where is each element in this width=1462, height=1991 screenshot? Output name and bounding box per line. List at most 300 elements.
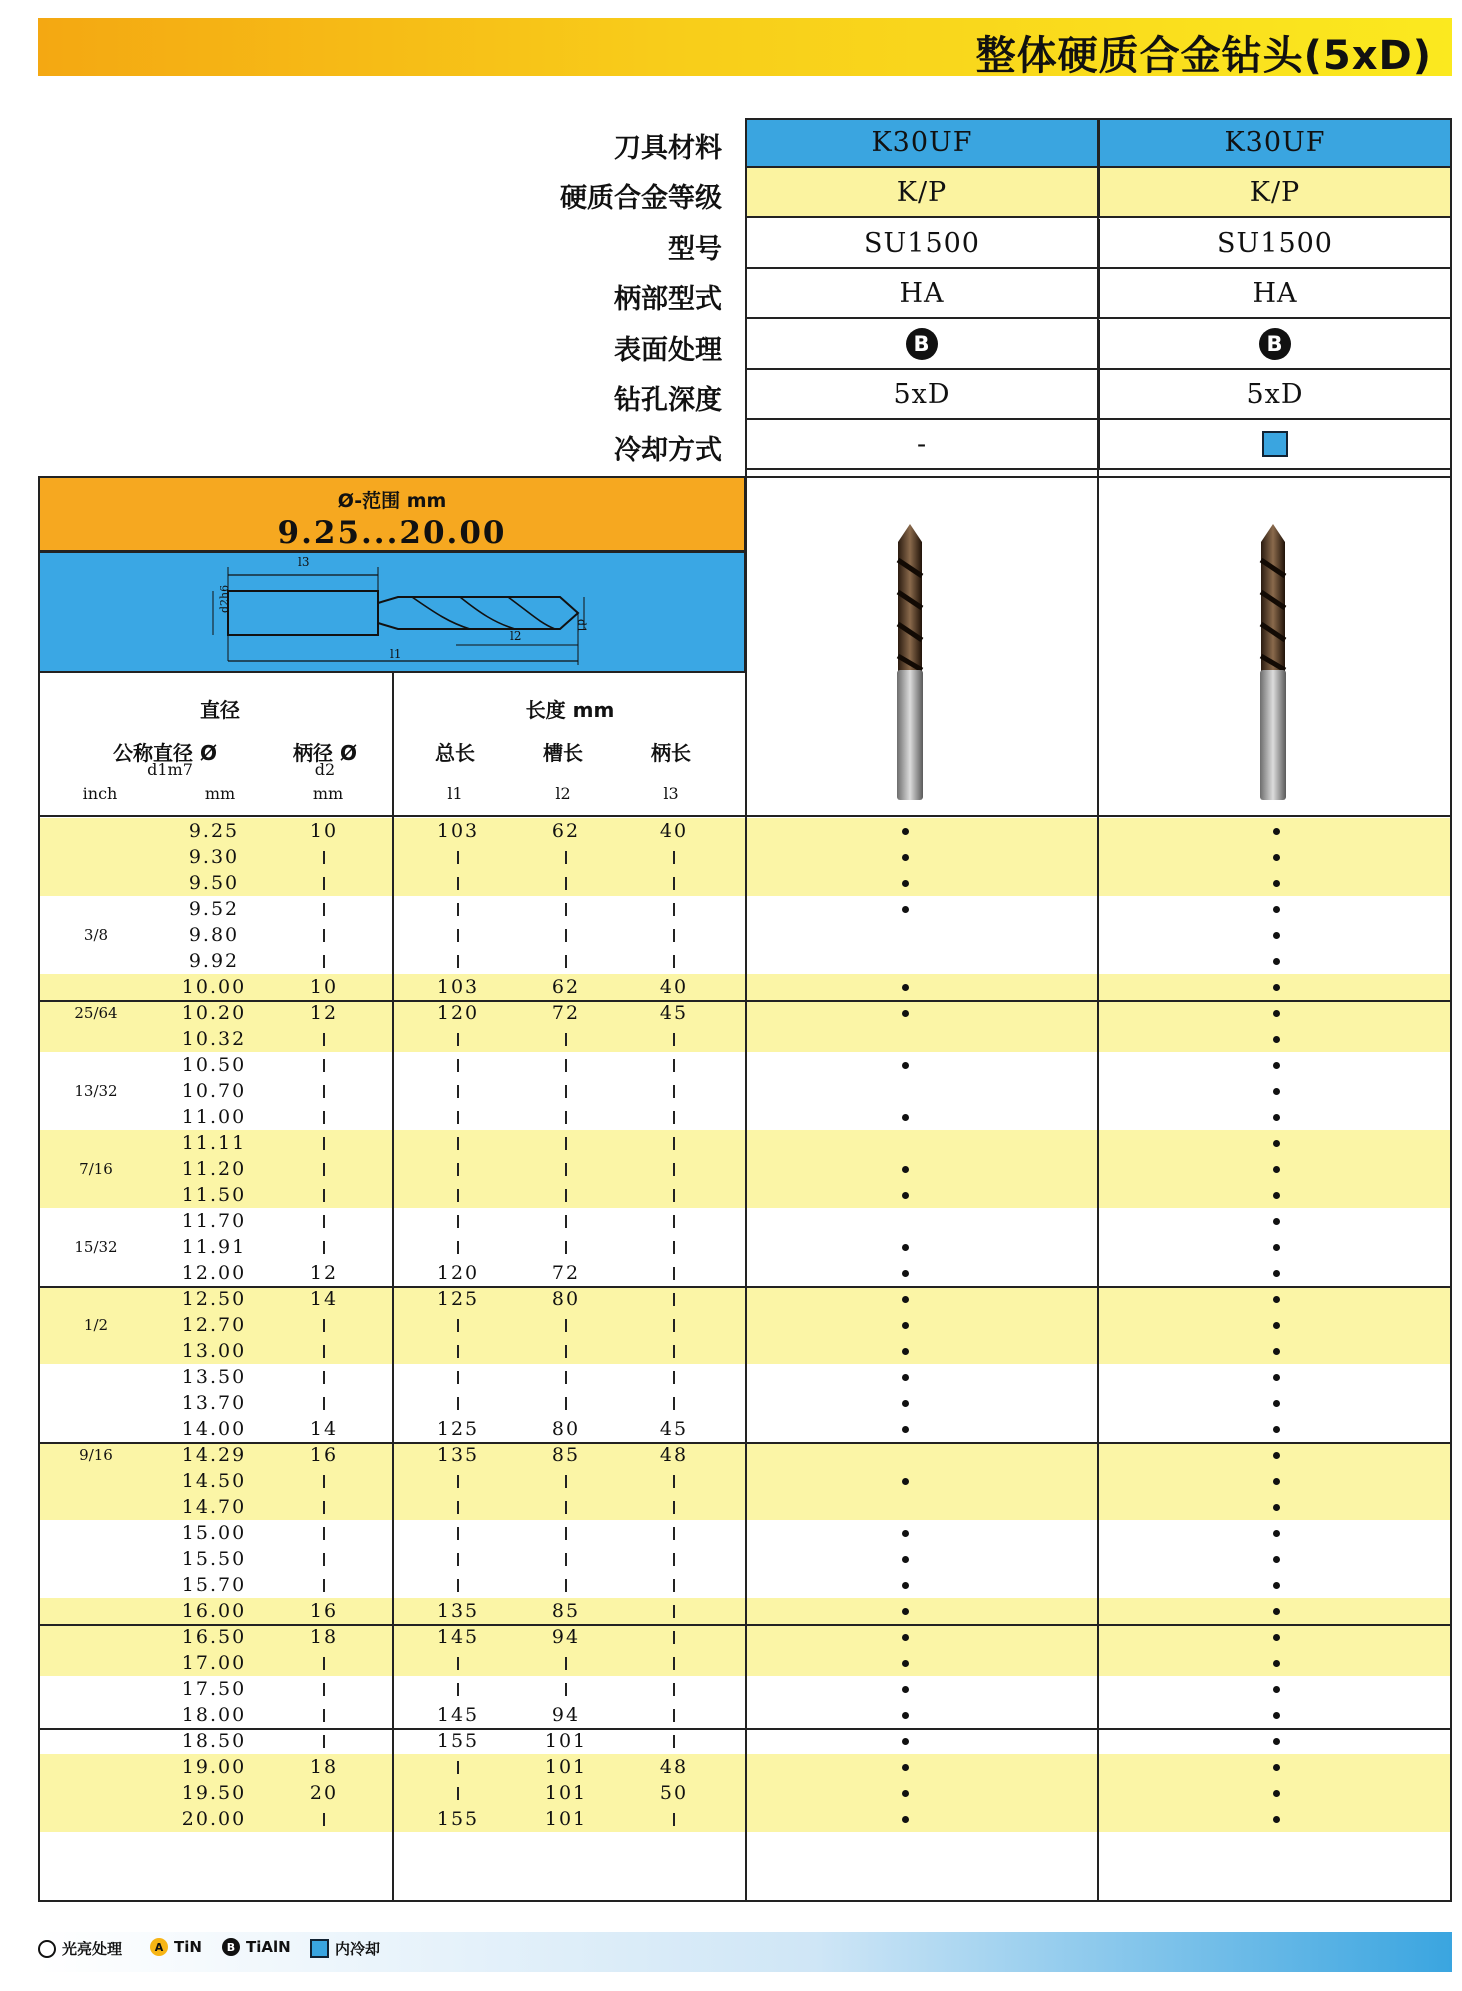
continuation-mark [565,1189,567,1202]
spec-label: 钻孔深度 [614,385,722,416]
continuation-mark [673,1267,675,1280]
cell-d1: 15.70 [181,1574,247,1596]
cell-l2: 72 [551,1262,581,1284]
continuation-mark [565,1397,567,1410]
continuation-mark [673,1033,675,1046]
continuation-mark [565,903,567,916]
spec-cell-col1: K/P [746,168,1098,218]
continuation-mark [565,1683,567,1696]
spec-cell-col1: HA [746,269,1098,319]
continuation-mark [323,929,325,942]
cell-d1: 12.00 [181,1262,247,1284]
availability-dot [902,1686,909,1693]
continuation-mark [323,1683,325,1696]
continuation-mark [457,929,459,942]
availability-dot [1273,1140,1280,1147]
spec-cell-col2: 5xD [1098,370,1450,420]
availability-dot [1273,1348,1280,1355]
continuation-mark [457,1345,459,1358]
availability-dot [902,984,909,991]
availability-dot [902,1400,909,1407]
header-l1: l1 [447,784,463,803]
availability-dot [1273,1166,1280,1173]
availability-dot [902,1634,909,1641]
availability-dot [902,1374,909,1381]
availability-dot [1273,1608,1280,1615]
continuation-mark [323,851,325,864]
continuation-mark [673,1527,675,1540]
cell-inch: 25/64 [74,1004,118,1022]
continuation-mark [457,1371,459,1384]
continuation-mark [323,1475,325,1488]
legend-tin-label: TiN [174,1938,202,1956]
continuation-mark [457,955,459,968]
cell-l2: 62 [551,820,581,842]
availability-dot [1273,1400,1280,1407]
availability-dot [1273,1634,1280,1641]
cell-d1: 13.70 [181,1392,247,1414]
availability-dot [1273,958,1280,965]
cell-d1: 14.50 [181,1470,247,1492]
title-banner [38,18,1452,79]
cell-d2: 16 [309,1444,339,1466]
cell-d1: 17.00 [181,1652,247,1674]
cell-l2: 101 [544,1782,588,1804]
tialn-badge-icon: B [1259,328,1291,360]
col-divider-1 [745,476,747,1902]
availability-dot [1273,1426,1280,1433]
legend-bright-label: 光亮处理 [62,1940,123,1958]
diagram-label-l3: l3 [298,555,310,569]
continuation-mark [323,1163,325,1176]
availability-dot [902,1296,909,1303]
header-l3: l3 [663,784,679,803]
continuation-mark [323,1553,325,1566]
availability-dot [1273,1452,1280,1459]
cell-l2: 101 [544,1730,588,1752]
availability-dot [1273,1530,1280,1537]
continuation-mark [673,1397,675,1410]
cell-d2: 18 [309,1626,339,1648]
continuation-mark [565,1319,567,1332]
availability-dot [1273,1816,1280,1823]
cell-d1: 11.20 [181,1158,247,1180]
continuation-mark [457,1319,459,1332]
availability-dot [902,1738,909,1745]
continuation-mark [673,955,675,968]
continuation-mark [323,1345,325,1358]
cell-d1: 11.70 [181,1210,247,1232]
header-length: 长度 mm [525,698,615,722]
continuation-mark [673,1501,675,1514]
drill-dimension-diagram [38,551,746,673]
spec-label: 型号 [668,234,722,265]
continuation-mark [323,955,325,968]
cell-d1: 10.32 [181,1028,247,1050]
continuation-mark [565,1579,567,1592]
cell-l3: 40 [659,976,689,998]
availability-dot [902,1816,909,1823]
availability-dot [1273,1270,1280,1277]
continuation-mark [323,1137,325,1150]
continuation-mark [457,1085,459,1098]
continuation-mark [323,1319,325,1332]
continuation-mark [673,1735,675,1748]
header-nominal: 公称直径 Ø [113,741,217,765]
availability-dot [1273,1712,1280,1719]
cell-d1: 17.50 [181,1678,247,1700]
continuation-mark [673,1319,675,1332]
continuation-mark [323,1709,325,1722]
availability-dot [1273,1504,1280,1511]
cell-d1: 20.00 [181,1808,247,1830]
continuation-mark [323,1735,325,1748]
header-shank: 柄径 Ø [293,741,357,765]
cell-l2: 101 [544,1756,588,1778]
availability-dot [902,1660,909,1667]
group-divider [38,1442,1452,1444]
cell-d2: 14 [309,1288,339,1310]
cell-d1: 12.70 [181,1314,247,1336]
continuation-mark [457,851,459,864]
cell-inch: 13/32 [74,1082,118,1100]
continuation-mark [673,1189,675,1202]
cell-d2: 12 [309,1262,339,1284]
continuation-mark [673,1137,675,1150]
cell-l1: 155 [436,1730,480,1752]
continuation-mark [457,1553,459,1566]
group-divider [38,1624,1452,1626]
legend-tin [150,1938,202,1956]
cell-l1: 155 [436,1808,480,1830]
continuation-mark [673,1371,675,1384]
cell-d2: 12 [309,1002,339,1024]
header-unit-mm-2: mm [312,784,344,803]
tin-badge-icon: A [150,1938,168,1956]
cell-d1: 9.50 [188,872,240,894]
continuation-mark [565,1527,567,1540]
header-total-length: 总长 [435,741,475,765]
header-unit-inch: inch [82,784,118,803]
continuation-mark [673,903,675,916]
cell-l3: 45 [659,1002,689,1024]
continuation-mark [323,1527,325,1540]
diagram-label-d1: d1 [575,619,588,634]
cell-d1: 10.00 [181,976,247,998]
availability-dot [1273,1556,1280,1563]
continuation-mark [457,877,459,890]
continuation-mark [457,1163,459,1176]
cell-d1: 14.70 [181,1496,247,1518]
continuation-mark [673,1475,675,1488]
spec-label: 刀具材料 [614,133,722,164]
header-bottom-line [38,815,1452,817]
continuation-mark [673,1163,675,1176]
cell-d1: 14.00 [181,1418,247,1440]
continuation-mark [323,1657,325,1670]
continuation-mark [565,1475,567,1488]
cell-d1: 9.80 [188,924,240,946]
availability-dot [902,1348,909,1355]
availability-dot [1273,1036,1280,1043]
cell-d1: 11.00 [181,1106,247,1128]
col-divider-2 [1097,118,1099,1902]
continuation-mark [457,1397,459,1410]
cell-l1: 125 [436,1418,480,1440]
diagram-label-l2: l2 [510,629,522,643]
continuation-mark [673,1215,675,1228]
continuation-mark [457,1501,459,1514]
availability-dot [902,1556,909,1563]
group-divider [38,1000,1452,1002]
availability-dot [1273,880,1280,887]
cell-d1: 13.00 [181,1340,247,1362]
availability-dot [1273,1114,1280,1121]
availability-dot [1273,1218,1280,1225]
cell-d2: 10 [309,820,339,842]
availability-dot [1273,984,1280,991]
cell-l3: 48 [659,1756,689,1778]
cell-l3: 50 [659,1782,689,1804]
continuation-mark [565,1111,567,1124]
legend-coolant-label: 内冷却 [335,1940,381,1958]
continuation-mark [323,1189,325,1202]
header-diameter: 直径 [200,698,240,722]
continuation-mark [673,877,675,890]
continuation-mark [457,1657,459,1670]
continuation-mark [565,851,567,864]
availability-dot [1273,854,1280,861]
cell-d1: 10.70 [181,1080,247,1102]
continuation-mark [565,1371,567,1384]
spec-label: 硬质合金等级 [560,183,722,214]
availability-dot [902,1478,909,1485]
cell-inch: 15/32 [74,1238,118,1256]
legend-tialn [222,1938,291,1956]
continuation-mark [323,903,325,916]
cell-d1: 18.00 [181,1704,247,1726]
continuation-mark [565,1059,567,1072]
continuation-mark [565,1137,567,1150]
tialn-badge-icon: B [222,1938,240,1956]
cell-d1: 14.29 [181,1444,247,1466]
cell-d1: 19.50 [181,1782,247,1804]
continuation-mark [673,929,675,942]
cell-l3: 40 [659,820,689,842]
availability-dot [1273,1660,1280,1667]
drill-image-2 [1243,520,1303,810]
diameter-range-header [38,476,746,552]
availability-dot [902,1062,909,1069]
continuation-mark [323,1241,325,1254]
continuation-mark [323,1501,325,1514]
availability-dot [1273,1192,1280,1199]
cell-l2: 85 [551,1600,581,1622]
availability-dot [902,1166,909,1173]
diagram-label-d2: d2h6 [218,584,231,613]
continuation-mark [323,1371,325,1384]
continuation-mark [323,1085,325,1098]
bright-icon [38,1940,56,1958]
availability-dot [902,1582,909,1589]
availability-dot [902,1712,909,1719]
continuation-mark [673,1813,675,1826]
continuation-mark [565,1033,567,1046]
cell-d2: 10 [309,976,339,998]
continuation-mark [323,877,325,890]
continuation-mark [673,1683,675,1696]
drill-image-1 [880,520,940,810]
availability-dot [1273,1582,1280,1589]
availability-dot [902,1764,909,1771]
availability-dot [902,1114,909,1121]
availability-dot [902,1322,909,1329]
cell-inch: 7/16 [79,1160,113,1178]
availability-dot [1273,1686,1280,1693]
cell-l3: 48 [659,1444,689,1466]
continuation-mark [457,1137,459,1150]
continuation-mark [673,1657,675,1670]
continuation-mark [565,1163,567,1176]
spec-label: 冷却方式 [614,435,722,466]
continuation-mark [457,1579,459,1592]
cell-d1: 11.50 [181,1184,247,1206]
continuation-mark [457,1241,459,1254]
cell-d1: 16.00 [181,1600,247,1622]
cell-d2: 16 [309,1600,339,1622]
range-label: Ø-范围 mm [337,490,447,512]
spec-label: 柄部型式 [614,284,722,315]
continuation-mark [673,1111,675,1124]
cell-l1: 135 [436,1444,480,1466]
continuation-mark [565,877,567,890]
spec-cell-col2: HA [1098,269,1450,319]
cell-d1: 11.11 [181,1132,247,1154]
availability-dot [1273,1478,1280,1485]
cell-d1: 18.50 [181,1730,247,1752]
cell-l2: 101 [544,1808,588,1830]
cell-d1: 13.50 [181,1366,247,1388]
header-l2: l2 [555,784,571,803]
cell-d1: 9.92 [188,950,240,972]
availability-dot [1273,1790,1280,1797]
continuation-mark [673,1579,675,1592]
continuation-mark [565,955,567,968]
cell-d1: 10.50 [181,1054,247,1076]
availability-dot [902,1010,909,1017]
legend-bright [38,1938,122,1959]
cell-d2: 14 [309,1418,339,1440]
cell-l1: 125 [436,1288,480,1310]
availability-dot [1273,906,1280,913]
continuation-mark [673,1709,675,1722]
header-nominal-sub: d1m7 [147,760,193,779]
availability-dot [902,1192,909,1199]
continuation-mark [457,1059,459,1072]
continuation-mark [457,903,459,916]
cell-l2: 72 [551,1002,581,1024]
spec-label: 表面处理 [614,335,722,366]
cell-l2: 94 [551,1704,581,1726]
availability-dot [1273,1088,1280,1095]
spec-cell-col1: SU1500 [746,219,1098,269]
cell-d1: 15.50 [181,1548,247,1570]
availability-dot [902,828,909,835]
availability-dot [902,1790,909,1797]
availability-dot [1273,1374,1280,1381]
tialn-badge-icon: B [906,328,938,360]
group-divider [38,1286,1452,1288]
group-divider [38,1728,1452,1730]
continuation-mark [673,1605,675,1618]
continuation-mark [673,1293,675,1306]
header-unit-mm-1: mm [204,784,236,803]
cell-l2: 80 [551,1288,581,1310]
availability-dot [1273,1738,1280,1745]
cell-l2: 80 [551,1418,581,1440]
cell-d2: 20 [309,1782,339,1804]
spec-cell-col1: K30UF [746,118,1098,168]
continuation-mark [673,1553,675,1566]
continuation-mark [457,1761,459,1774]
availability-dot [902,854,909,861]
spec-cell-col2: K30UF [1098,118,1450,168]
continuation-mark [457,1189,459,1202]
availability-dot [902,1608,909,1615]
availability-dot [902,1244,909,1251]
cell-d1: 9.52 [188,898,240,920]
availability-dot [902,880,909,887]
page-title: 整体硬质合金钻头(5xD) [975,33,1432,79]
spec-cell-col2: K/P [1098,168,1450,218]
continuation-mark [565,1345,567,1358]
availability-dot [1273,1010,1280,1017]
availability-dot [902,1270,909,1277]
continuation-mark [457,1527,459,1540]
cell-d1: 9.30 [188,846,240,868]
availability-dot [902,1426,909,1433]
cell-d2: 18 [309,1756,339,1778]
continuation-mark [673,1085,675,1098]
header-shank-length: 柄长 [651,741,691,765]
availability-dot [1273,1062,1280,1069]
continuation-mark [457,1787,459,1800]
availability-dot [1273,932,1280,939]
continuation-mark [323,1397,325,1410]
diagram-label-l1: l1 [390,647,402,661]
continuation-mark [323,1579,325,1592]
continuation-mark [323,1111,325,1124]
continuation-mark [565,1215,567,1228]
cell-l1: 145 [436,1704,480,1726]
continuation-mark [565,1553,567,1566]
legend-tialn-label: TiAlN [246,1938,291,1956]
availability-dot [1273,828,1280,835]
coolant-icon [310,1939,329,1958]
cell-inch: 3/8 [83,926,109,944]
continuation-mark [457,1111,459,1124]
spec-cell-col2: SU1500 [1098,219,1450,269]
continuation-mark [565,1657,567,1670]
cell-l1: 145 [436,1626,480,1648]
continuation-mark [673,1345,675,1358]
cell-l3: 45 [659,1418,689,1440]
continuation-mark [457,1033,459,1046]
continuation-mark [323,1059,325,1072]
header-flute-length: 槽长 [543,741,583,765]
continuation-mark [565,929,567,942]
continuation-mark [673,851,675,864]
